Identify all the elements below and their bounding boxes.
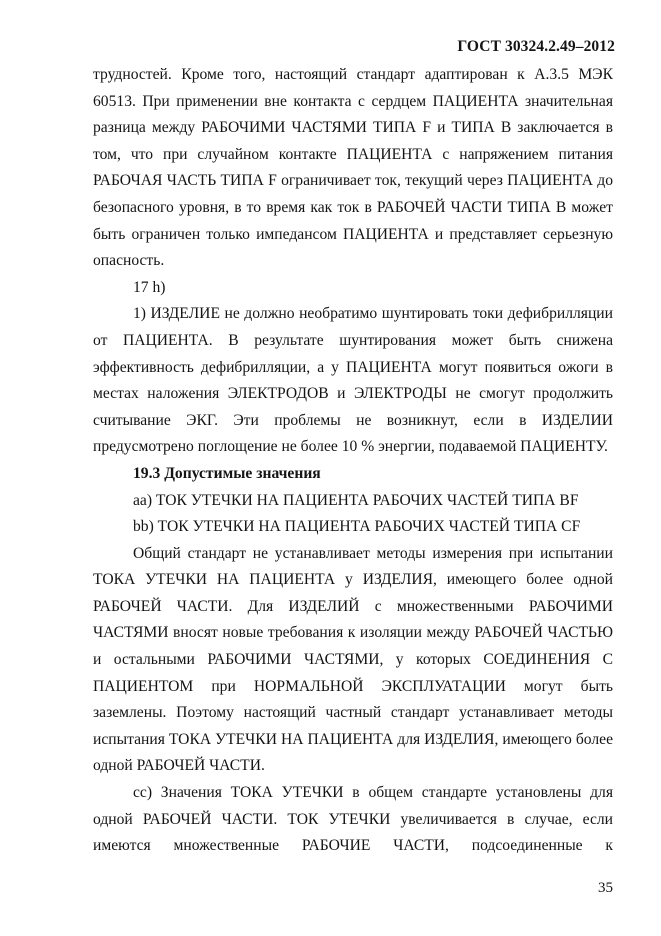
paragraph-17h: 17 h) bbox=[133, 278, 166, 296]
document-body bbox=[93, 62, 613, 860]
section-heading-19-3: 19.3 Допустимые значения bbox=[133, 464, 321, 482]
standard-code-header: ГОСТ 30324.2.49–2012 bbox=[457, 38, 615, 55]
paragraph-leakage-methods: Общий стандарт не устанавливает методы измерения при испытании ТОКА УТЕЧКИ НА ПАЦИЕНТА у ИЗДЕЛИЯ, имеющего более одной РАБОЧЕЙ ЧАСТИ. Для ИЗДЕЛИЙ с множественными РАБОЧИМИ ЧАСТЯМИ вносят новые требования к изоляции между РАБОЧЕЙ ЧАСТЬЮ и остальными РАБОЧИМИ ЧАСТЯМИ, у которых СОЕДИНЕНИЯ С ПАЦИЕНТОМ при НОРМАЛЬНОЙ ЭКСПЛУАТАЦИИ могут быть заземлены. Поэтому настоящий частный стандарт устанавливает методы испытания ТОКА УТЕЧКИ НА ПАЦИЕНТА для ИЗДЕЛИЯ, имеющего более одной РАБОЧЕЙ ЧАСТИ. bbox=[93, 544, 613, 775]
paragraph-difficulties: трудностей. Кроме того, настоящий стандарт адаптирован к А.3.5 МЭК 60513. При применении вне контакта с сердцем ПАЦИЕНТА значительная разница между РАБОЧИМИ ЧАСТЯМИ ТИПА F и ТИПА В заключается в том, что при случайном контакте ПАЦИЕНТА с напряжением питания РАБОЧАЯ ЧАСТЬ ТИПА F ограничивает ток, текущий через ПАЦИЕНТА до безопасного уровня, в то время как ток в РАБОЧЕЙ ЧАСТИ ТИПА В может быть ограничен только импедансом ПАЦИЕНТА и представляет серьезную опасность. bbox=[93, 66, 613, 270]
item-cc: cc) Значения ТОКА УТЕЧКИ в общем стандарте установлены для одной РАБОЧЕЙ ЧАСТИ. ТОК УТЕЧКИ увеличивается в случае, если имеются множественные РАБОЧИЕ ЧАСТИ, подсоединенные к bbox=[93, 784, 613, 855]
page-number: 35 bbox=[598, 880, 613, 896]
item-aa: аа) ТОК УТЕЧКИ НА ПАЦИЕНТА РАБОЧИХ ЧАСТЕЙ ТИПА BF bbox=[133, 491, 579, 509]
paragraph-defibrillation: 1) ИЗДЕЛИЕ не должно необратимо шунтировать токи дефибрилляции от ПАЦИЕНТА. В результате шунтирования может быть снижена эффективность дефибрилляции, а у ПАЦИЕНТА могут появиться ожоги в местах наложения ЭЛЕКТРОДОВ и ЭЛЕКТРОДЫ не смогут продолжить считывание ЭКГ. Эти проблемы не возникнут, если в ИЗДЕЛИИ предусмотрено поглощение не более 10 % энергии, подаваемой ПАЦИЕНТУ. bbox=[93, 305, 613, 456]
item-bb: bb) ТОК УТЕЧКИ НА ПАЦИЕНТА РАБОЧИХ ЧАСТЕЙ ТИПА CF bbox=[133, 518, 581, 536]
